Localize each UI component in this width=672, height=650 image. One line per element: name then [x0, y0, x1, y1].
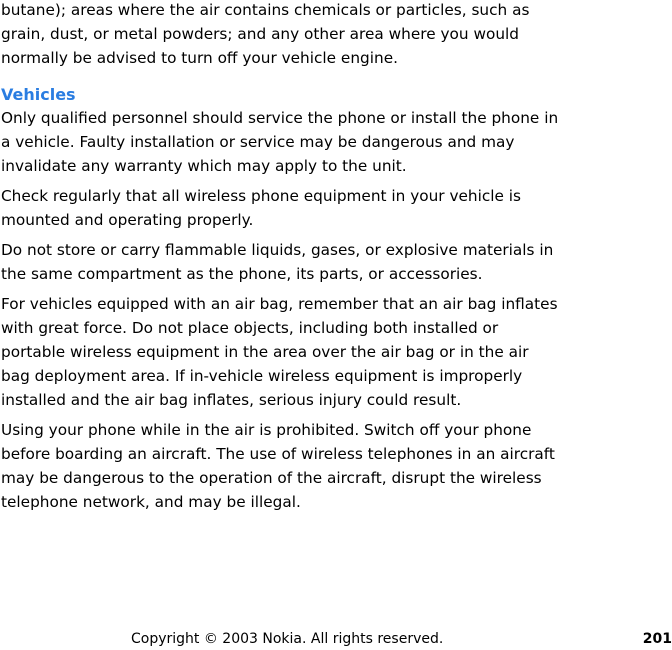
- section-heading-vehicles: Vehicles: [1, 85, 76, 104]
- intro-paragraph: butane); areas where the air contains chemicals or particles, such as grain, dust, or metal powders; and any other area where you would normally be advised to turn off your vehicle engine.: [1, 1, 530, 67]
- paragraph-qualified-personnel: Only qualified personnel should service the phone or install the phone in a vehicle. Faulty installation or service may be dangerous and may invalidate any warranty which may apply to the unit.: [1, 109, 559, 175]
- paragraph-aircraft: Using your phone while in the air is prohibited. Switch off your phone before boarding an aircraft. The use of wireless telephones in an aircraft may be dangerous to the operation of the aircraft, disrupt the wireless telephone network, and may be illegal.: [1, 421, 555, 511]
- paragraph-air-bag: For vehicles equipped with an air bag, remember that an air bag inflates with great force. Do not place objects, including both installed or portable wireless equipment in the area over the air bag or in the air bag deployment area. If in-vehicle wireless equipment is improperly installed and the air bag inflates, serious injury could result.: [1, 295, 558, 409]
- page-footer: [0, 628, 672, 650]
- copyright-notice: Copyright © 2003 Nokia. All rights reserved.: [131, 631, 444, 647]
- page-content: [1, 0, 561, 520]
- page-number: 201: [642, 631, 672, 647]
- paragraph-flammable-materials: Do not store or carry flammable liquids, gases, or explosive materials in the same compartment as the phone, its parts, or accessories.: [1, 241, 554, 283]
- paragraph-check-equipment: Check regularly that all wireless phone equipment in your vehicle is mounted and operating properly.: [1, 187, 522, 229]
